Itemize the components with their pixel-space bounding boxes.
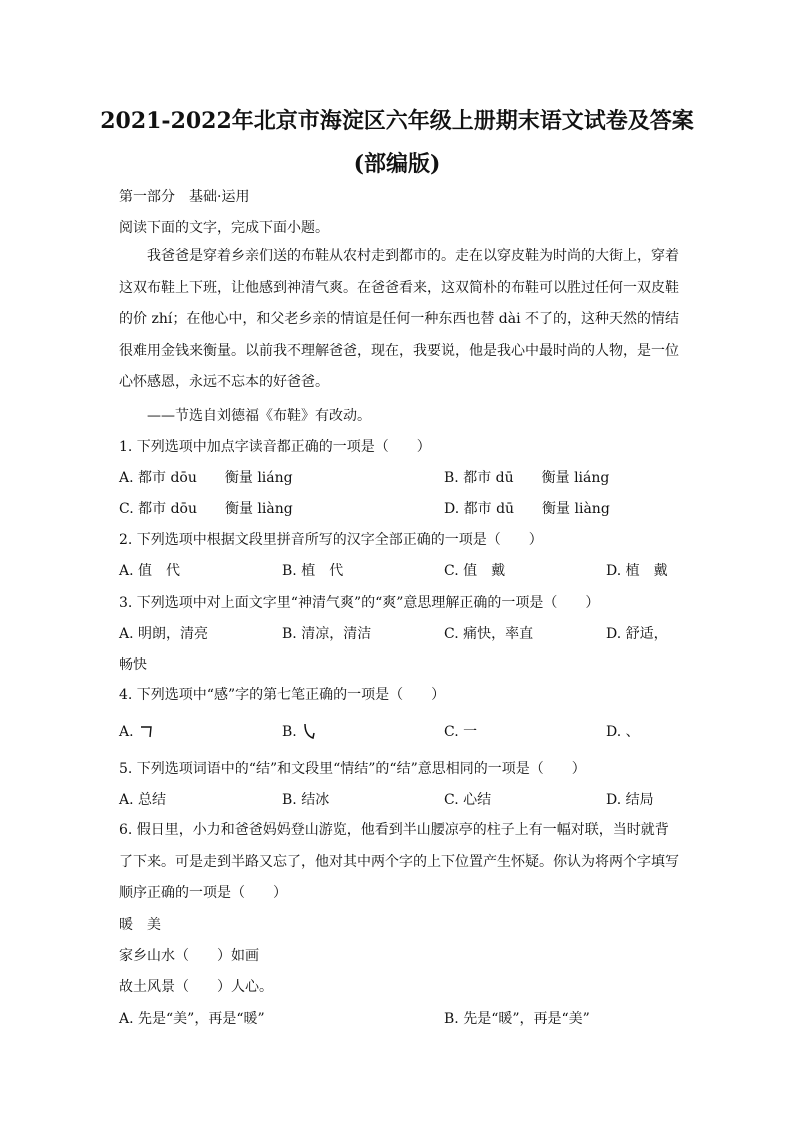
question-6-text: 6. 假日里，小力和爸爸妈妈登山游览，他看到半山腰凉亭的柱子上有一幅对联，当时就背了下来。可是走到半路又忘了，他对其中两个字的上下位置产生怀疑。你认为将两个字填写顺序正确的一项是（ ） [119, 822, 679, 901]
reading-passage [119, 241, 679, 399]
question-6-words: 暖 美 [119, 917, 161, 933]
question-3-option-b: B. 清凉，清洁 [282, 626, 372, 642]
question-4-option-c: C. 一 [444, 724, 478, 740]
question-3-option-d: D. 舒适， [606, 626, 668, 642]
question-4-stem: 4. 下列选项中“感”字的第七笔正确的一项是（ ） [119, 687, 446, 703]
question-2-option-b: B. 植 代 [282, 563, 344, 579]
option-label: A. [119, 724, 134, 740]
question-3-option-a: A. 明朗，清亮 [119, 626, 209, 642]
question-1-option-c: C. 都市 dōu 衡量 liàng [119, 501, 293, 517]
question-5-option-d: D. 结局 [606, 792, 654, 808]
heng-zhe-stroke-icon [138, 724, 154, 740]
couplet-line-2: 故土风景（ ）人心。 [119, 979, 273, 995]
question-4-option-d: D. 、 [606, 724, 640, 740]
xie-gou-stroke-icon [301, 723, 317, 741]
question-3-option-c: C. 痛快，率直 [444, 626, 534, 642]
question-1-option-d: D. 都市 dū 衡量 liàng [444, 501, 610, 517]
question-2-option-a: A. 值 代 [119, 563, 181, 579]
section-heading: 第一部分 基础·运用 [119, 189, 250, 205]
question-1-stem: 1. 下列选项中加点字读音都正确的一项是（ ） [119, 439, 431, 455]
option-label: B. [282, 724, 297, 740]
question-4-option-b [282, 722, 317, 742]
question-5-option-b: B. 结冰 [282, 792, 330, 808]
question-2-stem: 2. 下列选项中根据文段里拼音所写的汉字全部正确的一项是（ ） [119, 532, 543, 548]
question-5-option-c: C. 心结 [444, 792, 492, 808]
couplet-line-1: 家乡山水（ ）如画 [119, 948, 259, 964]
passage-paragraph: 我爸爸是穿着乡亲们送的布鞋从农村走到都市的。走在以穿皮鞋为时尚的大街上，穿着这双布鞋上下班，让他感到神清气爽。在爸爸看来，这双简朴的布鞋可以胜过任何一双皮鞋的价 zhí；在他心中，和父老乡亲的情谊是任何一种东西也替 dài 不了的，这种天然的情结很难用金钱来衡量。以前我不理解爸爸，现在，我要说，他是我心中最时尚的人物，是一位心怀感恩，永远不忘本的好爸爸。 [119, 248, 680, 390]
question-3-option-d-continued: 畅快 [119, 657, 147, 673]
question-6-option-a: A. 先是“美”，再是“暖” [119, 1011, 265, 1027]
document-title-line1: 2021-2022年北京市海淀区六年级上册期末语文试卷及答案 [100, 108, 694, 134]
question-4-option-a [119, 722, 154, 742]
question-2-option-c: C. 值 戴 [444, 563, 506, 579]
question-3-stem: 3. 下列选项中对上面文字里“神清气爽”的“爽”意思理解正确的一项是（ ） [119, 595, 600, 611]
question-5-stem: 5. 下列选项词语中的“结”和文段里“情结”的“结”意思相同的一项是（ ） [119, 761, 586, 777]
question-5-option-a: A. 总结 [119, 792, 167, 808]
question-6-stem [119, 815, 679, 910]
question-1-option-b: B. 都市 dū 衡量 liáng [444, 470, 610, 486]
question-1-option-a: A. 都市 dōu 衡量 liáng [119, 470, 293, 486]
passage-source: ——节选自刘德福《布鞋》有改动。 [147, 408, 371, 424]
instruction-text: 阅读下面的文字，完成下面小题。 [119, 220, 329, 236]
question-6-option-b: B. 先是“暖”，再是“美” [444, 1011, 590, 1027]
question-2-option-d: D. 植 戴 [606, 563, 668, 579]
document-title-line2: (部编版) [353, 151, 441, 177]
